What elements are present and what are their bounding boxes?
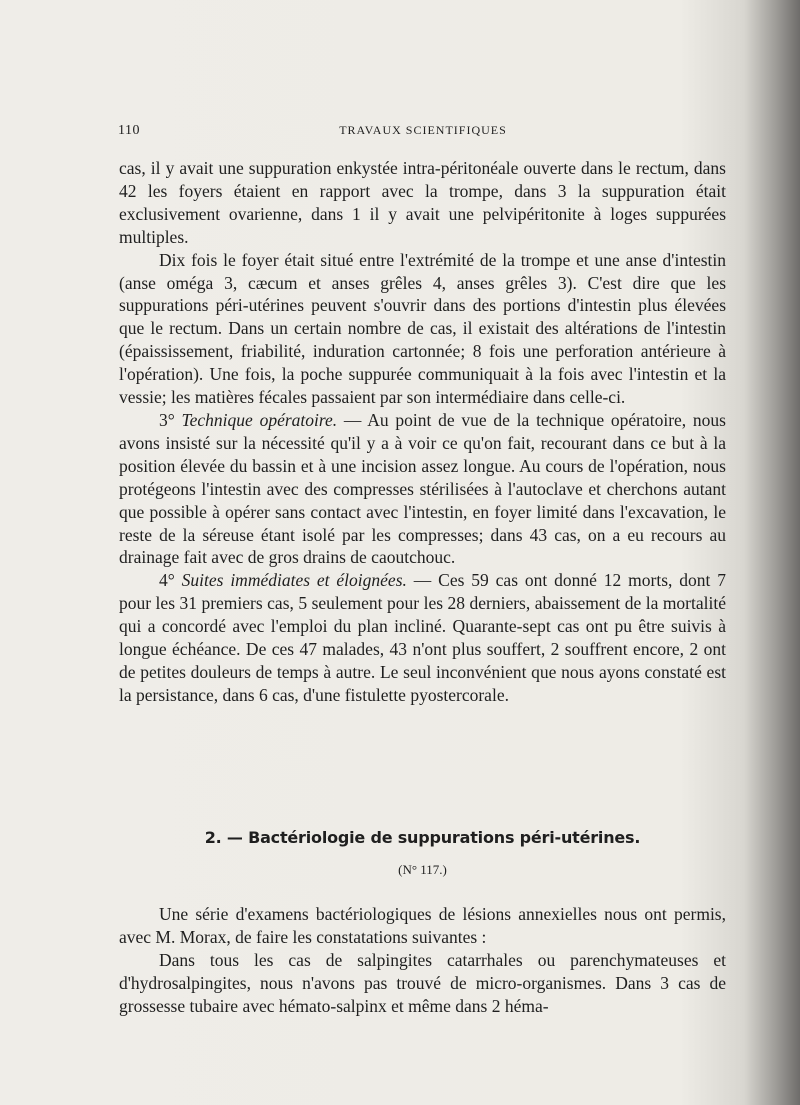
paragraph [119, 409, 726, 569]
section-reference: (N° 117.) [398, 862, 447, 877]
running-title: TRAVAUX SCIENTIFIQUES [339, 123, 507, 137]
paragraph-lead: 4° [159, 570, 182, 591]
page-header [118, 123, 728, 141]
paragraph-heading: Suites immédiates et éloignées. [181, 570, 407, 591]
page-number: 110 [118, 123, 140, 138]
section-heading: 2. — Bactériologie de suppurations péri-utérines. [204, 828, 641, 847]
paragraph: Une série d'examens bactériologiques de lésions annexielles nous ont permis, avec M. Morax, de faire les constatations suivantes : [119, 904, 726, 947]
paragraph [119, 569, 726, 706]
paragraph-text: — Ces 59 cas ont donné 12 morts, dont 7 pour les 31 premiers cas, 5 seulement pour les 28 derniers, abaissement de la mortalité qui a concordé avec l'emploi du plan incliné. Quarante-sept cas ont pu être suivis à longue échéance. De ces 47 malades, 43 n'ont plus souffert, 2 souffrent encore, 2 ont de petites douleurs de temps à autre. Le seul inconvénient que nous ayons constaté est la persistance, dans 6 cas, d'une fistulette pyostercorale. [119, 570, 727, 705]
paragraph: Dans tous les cas de salpingites catarrhales ou parenchymateuses et d'hydrosalpingites, nous n'avons pas trouvé de micro-organismes. Dans 3 cas de grossesse tubaire avec hémato-salpinx et même dans 2 héma- [119, 949, 726, 1016]
main-text [119, 157, 726, 707]
section-text [119, 903, 726, 1018]
paragraph-text: — Au point de vue de la technique opératoire, nous avons insisté sur la nécessité qu'il y a à voir ce qu'on fait, recourant dans ce but à la position élevée du bassin et à une incision assez longue. Au cours de l'opération, nous protégeons l'intestin avec des compresses stérilisées à l'autoclave et cherchons autant que possible à opérer sans contact avec l'intestin, en foyer limité dans l'excavation, le reste de la séreuse étant isolé par les compresses; dans 43 cas, on a eu recours au drainage fait avec de gros drains de caoutchouc. [119, 409, 726, 568]
paragraph: cas, il y avait une suppuration enkystée intra-péritonéale ouverte dans le rectum, dans 42 les foyers étaient en rapport avec la trompe, dans 3 la suppuration était exclusivement ovarienne, dans 1 il y avait une pelvipéritonite à loges suppurées multiples. [119, 158, 726, 247]
paragraph-heading: Technique opératoire. [181, 409, 338, 430]
paragraph-lead: 3° [159, 409, 182, 430]
paragraph: Dix fois le foyer était situé entre l'extrémité de la trompe et une anse d'intestin (anse oméga 3, cæcum et anses grêles 4, anses grêles 3). C'est dire que les suppurations péri-utérines peuvent s'ouvrir dans des portions d'intestin plus élevées que le rectum. Dans un certain nombre de cas, il existait des altérations de l'intestin (épaississement, friabilité, induration cartonnée; 8 fois une perforation antérieure à l'opération). Une fois, la poche suppurée communiquait à la fois avec l'intestin et la vessie; les matières fécales passaient par son intermédiaire dans celle-ci. [119, 249, 726, 408]
